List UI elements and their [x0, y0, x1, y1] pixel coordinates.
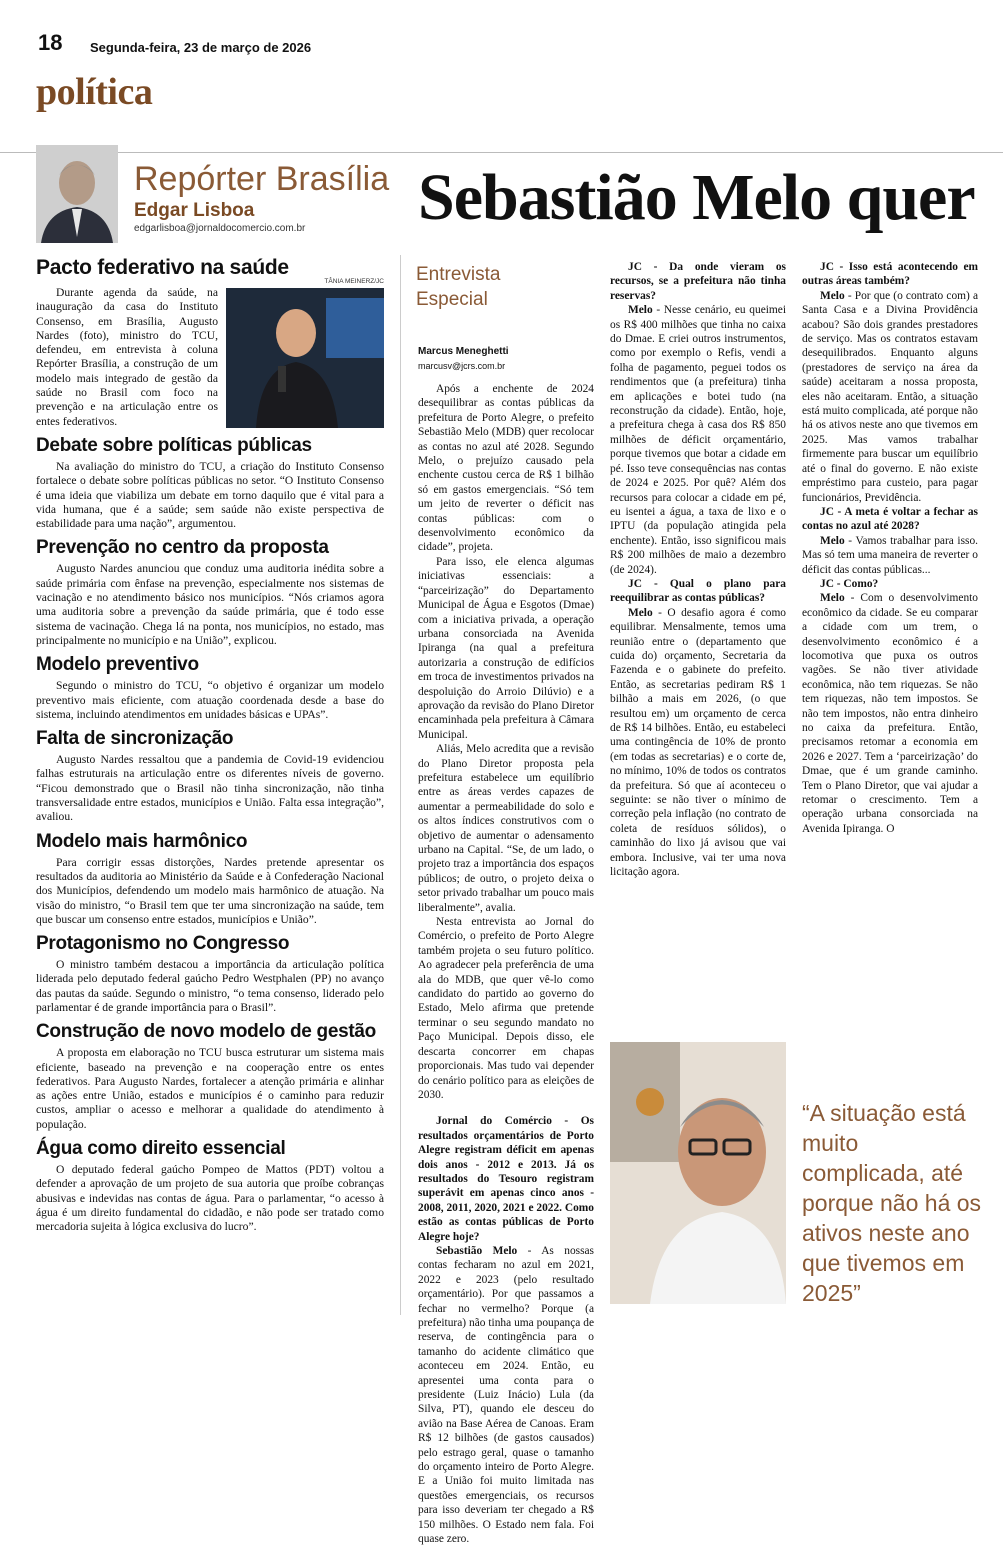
section-heading-1: Prevenção no centro da proposta — [36, 537, 329, 559]
section-heading-5: Protagonismo no Congresso — [36, 933, 290, 955]
interview-column-1 — [418, 382, 594, 1547]
column-email[interactable]: edgarlisboa@jornaldocomercio.com.br — [134, 223, 306, 234]
question: JC - Isso está acontecendo em outras áreas também? — [802, 261, 978, 288]
section-heading-6: Construção de novo modelo de gestão — [36, 1021, 376, 1043]
answer-speaker: Sebastião Melo — [436, 1244, 518, 1257]
answer-text: - Vamos trabalhar para isso. Mas só tem uma maneira de reverter o déficit das contas públicas... — [802, 534, 978, 576]
section-title: política — [36, 71, 153, 113]
answer-speaker: Melo — [820, 289, 845, 302]
answer-speaker: Melo — [628, 304, 653, 317]
section-paragraph-3: Augusto Nardes ressaltou que a pandemia de Covid-19 evidenciou falhas estruturais na articulação entre os diferentes níveis de governo. “Ficou demonstrado que o Brasil não tinha sincronização, não tinha transversalidade entre estados, municípios e União. Falta essa integração”, avaliou. — [36, 753, 384, 824]
answer-text: - O desafio agora é como equilibrar. Mensalmente, temos uma reunião entre o (departamento que cuida do) orçamento, Secretaria da Fazenda e o gabinete do prefeito. Então, as secretarias pediram R$ 1 bilhão a mais em 2026, (o que resultou em) um orçamento de cerca de R$ 14 bilhões. Então, eu estabeleci uma contingência de 10% de pronto (em todas as secretarias) e o corte de, no mínimo, 10% de todos os contratos da prefeitura. Só que aí aconteceu o seguinte: se não tiver o mínimo de correção pela inflação (no contrato de coleta de resíduos sólidos), o caminhão do lixo já avisou que vai embora. Inclusive, vai ter uma nova licitação agora. — [610, 606, 786, 879]
pull-quote: “A situação está muito complicada, até porque não há os ativos neste ano que tivemos em 2025” — [802, 1100, 982, 1306]
answer-speaker: Melo — [820, 592, 845, 605]
kicker-line-2: Especial — [416, 289, 488, 310]
interview-author: Marcus Meneghetti — [418, 346, 509, 357]
answer-text: - Nesse cenário, eu queimei os R$ 400 milhões que tinha no caixa do Dmae. E criei outros instrumentos, como por exemplo o Refis, vendi a folha de pagamento, peguei todos os rendimentos que (a prefeitura) tinha em aplicações e botei tudo (na reconstrução da cidade). Então, hoje, a prefeitura chega à casa dos R$ 850 milhões de déficit orçamentário, porque tivemos que botar a cidade em pé. Isso teve consequências nas contas de 2024 e 2025. Por quê? Além dos recursos para colocar a cidade em pé, eu isentei a água, a taxa de lixo e o IPTU (da população atingida pela enchente). Então, isso significou mais R$ 200 milhões de maio a dezembro (de 2024). — [610, 304, 786, 576]
speaker-photo-icon — [226, 288, 384, 428]
answer-speaker: Melo — [628, 606, 653, 619]
columnist-photo — [36, 145, 118, 243]
question: JC - Da onde vieram os recursos, se a prefeitura não tinha reservas? — [610, 261, 786, 302]
answer-speaker: Melo — [820, 534, 845, 547]
intro-paragraph: Aliás, Melo acredita que a revisão do Plano Diretor proposta pela prefeitura estabelece um equilíbrio entre as áreas verdes capazes de aumentar a permeabilidade do solo e os altos índices construtivos com o objetivo de aumentar o adensamento urbano na Capital. “Se, de um lado, o projeto traz a importância dos espaços públicos; de outro, o projeto deixa o setor privado trabalhar um pouco mais liberalmente”, avalia. — [418, 743, 594, 914]
page-number: 18 — [38, 30, 63, 55]
section-heading-3: Falta de sincronização — [36, 728, 234, 750]
section-paragraph-6: A proposta em elaboração no TCU busca estruturar um sistema mais eficiente, baseado na prevenção e na cooperação entre os entes federativos. Para Augusto Nardes, fortalecer a atenção primária e alinhar as ações entre União, estados e municípios é o caminho para reduzir custos, ampliar o acesso e melhorar a qualidade do atendimento à população. — [36, 1046, 384, 1131]
question: JC - Como? — [820, 577, 879, 590]
left-title: Pacto federativo na saúde — [36, 256, 289, 279]
column-author: Edgar Lisboa — [134, 200, 255, 221]
intro-paragraph: Após a enchente de 2024 desequilibrar as contas públicas da prefeitura de Porto Alegre, o prefeito Sebastião Melo (MDB) quer recolocar as contas no azul até 2028. Segundo Melo, o prejuízo causado pela enchente custou cerca de R$ 1 bilhão só em gastos emergenciais. “Só tem um jeito de reverter o déficit nas contas públicas: com o desenvolvimento econômico da cidade”, projeta. — [418, 383, 594, 554]
answer-text: - Por que (o contrato com) a Santa Casa e a Divina Providência acabou? São dois grandes prestadores de serviço. Mas os contratos estavam desequilibrados. Enquanto alguns (prestadores de serviço na área da saúde) aceitaram a nossa proposta, eles não aceitaram. Então, a situação está muito complicada, até porque não há os ativos neste ano que tivemos em 2025. Mas vamos trabalhar firmemente para buscar um equilíbrio até o final do governo. E não existe empréstimo para custeio, para pagar funcionários, Previdência. — [802, 289, 978, 504]
melo-photo — [610, 1042, 786, 1304]
intro-paragraph: Nesta entrevista ao Jornal do Comércio, o prefeito de Porto Alegre também projeta o seu futuro político. Ao agradecer pela preferência de uma ala do MDB, que quer vê-lo como candidato do partido ao governo do Estado, Melo afirma que pretende terminar o seu segundo mandato no Paço Municipal. Depois disso, ele descarta concorrer em chapas proporcionais. Mas tudo vai depender do cenário político para as eleições de 2030. — [418, 916, 594, 1101]
section-heading-4: Modelo mais harmônico — [36, 830, 248, 852]
question: JC - Qual o plano para reequilibrar as contas públicas? — [610, 577, 786, 605]
question: Jornal do Comércio - Os resultados orçamentários de Porto Alegre registram déficit em apenas dois anos - 2012 e 2013. Já os resultados do Tesouro registram superávit em apenas cinco anos - 2008, 2011, 2020, 2021 e 2022. Como estão as contas públicas de Porto Alegre hoje? — [418, 1115, 594, 1243]
mayor-portrait-icon — [610, 1042, 786, 1304]
top-rule — [0, 152, 1003, 153]
answer-text: - Com o desenvolvimento econômico da cidade. Se eu comparar a cidade com um trem, o desenvolvimento econômico é a locomotiva que puxa os outros vagões. Se não tiver atividade econômica, não tem riquezas. Se não tem riquezas, não tem impostos. Se não tem impostos, não entra dinheiro no caixa da prefeitura. Então, precisamos retomar a economia em 2026 e 2027. Tem a ‘parceirização’ do Dmae, que é um grande caminho. Tem o Plano Diretor, que vai ajudar a retomar o crescimento. Tem a operação urbana consorciada na Avenida Ipiranga. O — [802, 592, 978, 835]
date: Segunda-feira, 23 de março de 2026 — [90, 40, 312, 55]
column-divider — [400, 255, 401, 1315]
columnist-portrait-icon — [36, 145, 118, 243]
answer-text: - As nossas contas fecharam no azul em 2021, 2022 e 2023 (pelo resultado orçamentário). Por que passamos a fechar no vermelho? Porque (a prefeitura) não tinha uma poupança de reserva, de contingência para o tamanho do acidente climático que aconteceu em 2024. Então, eu apresentei uma conta para o presidente (Luiz Inácio) Lula (da Silva, PT), quando ele desceu do avião na Base Aérea de Canoas. Eram R$ 12 bilhões (de gastos causados) pelo estrago geral, quase o tamanho do orçamento inteiro de Porto Alegre. E a União foi muito limitada nas questões emergenciais, os recursos para isso deveriam ter chegado a R$ 150 milhões. O Estado nem fala. Foi quase zero. — [418, 1244, 594, 1546]
section-heading-0: Debate sobre políticas públicas — [36, 434, 312, 456]
interview-kicker — [416, 262, 500, 312]
intro-paragraph: Para isso, ele elenca algumas iniciativas essenciais: a “parceirização” do Departamento Municipal de Água e Esgotos (Dmae) com a iniciativa privada, a operação urbana consorciada na Avenida Ipiranga (na qual a prefeitura autorizaria a construção de edifícios em troca de investimentos privados na despoluição do Arroio Dilúvio) e a aprovação da revisão do Plano Diretor encaminhada pela prefeitura à Câmara Municipal. — [418, 555, 594, 741]
section-paragraph-5: O ministro também destacou a importância da articulação política liderada pelo deputado federal gaúcho Pedro Westphalen (PP) no avanço das pautas da saúde. Segundo o ministro, “o tema consenso, liderado pelo parlamentar é de grande importância para o Brasil”. — [36, 958, 384, 1014]
kicker-line-1: Entrevista — [416, 264, 501, 285]
interview-column-2 — [610, 260, 786, 1020]
left-lead: Durante agenda da saúde, na inauguração da casa do Instituto Consenso, em Brasília, Augusto Nardes (foto), ministro do TCU, defendeu, em entrevista à coluna Repórter Brasília, a construção de um modelo mais integrado de gestão da saúde no Brasil com foco na prevenção e na articulação entre os entes federativos. — [36, 286, 218, 428]
nardes-photo — [226, 278, 384, 428]
left-column — [36, 256, 384, 1235]
interview-email[interactable]: marcusv@jcrs.com.br — [418, 361, 506, 371]
interview-column-3 — [802, 260, 978, 1020]
section-heading-7: Água como direito essencial — [36, 1138, 286, 1160]
section-heading-2: Modelo preventivo — [36, 654, 199, 676]
section-paragraph-2: Segundo o ministro do TCU, “o objetivo é organizar um modelo preventivo mais eficiente, com atuação coordenada desde a base do sistema, incluindo atendimentos em unidades básicas e UPAs”. — [36, 679, 384, 721]
section-paragraph-4: Para corrigir essas distorções, Nardes pretende apresentar os resultados da auditoria ao Ministério da Saúde e à Confederação Nacional dos Municípios, defendendo um modelo mais harmônico de atuação. Na visão do ministro, “o Brasil tem que ter uma sincronização na saúde, tem que buscar um consenso entre estados, municípios e União”. — [36, 855, 384, 926]
section-paragraph-1: Augusto Nardes anunciou que conduz uma auditoria inédita sobre a saúde primária com ênfase na prevenção, especialmente nos sistemas de vacinação e no atendimento básico nos municípios. “Nós criamos agora uma auditoria sobre a prevenção da saúde primária, que é todo esse sistema de vacinação. Chega lá na ponta, nos municípios, no estado, mas principalmente no município e na União”, explicou. — [36, 562, 384, 647]
question: JC - A meta é voltar a fechar as contas no azul até 2028? — [802, 505, 978, 533]
section-paragraph-7: O deputado federal gaúcho Pompeo de Mattos (PDT) voltou a defender a aprovação de um projeto de sua autoria que proíbe cobranças abusivas e indevidas nas contas de água. Para o parlamentar, “o acesso à água é um direito fundamental do cidadão, e não pode ser tratado como mercadoria sujeita à lógica exclusiva do lucro”. — [36, 1163, 384, 1234]
photo-credit: TÂNIA MEINERZ/JC — [324, 278, 384, 285]
section-paragraph-0: Na avaliação do ministro do TCU, a criação do Instituto Consenso fortalece o debate sobre políticas públicas no setor. “O Instituto Consenso é uma ideia que viabiliza um debate em torno daquilo que é vital para a vida humana, que é a saúde; sem saúde não existe perspectiva de estabilidade para uma nação”, argumentou. — [36, 459, 384, 531]
headline: Sebastião Melo quer — [418, 161, 975, 234]
column-title: Repórter Brasília — [134, 160, 390, 198]
